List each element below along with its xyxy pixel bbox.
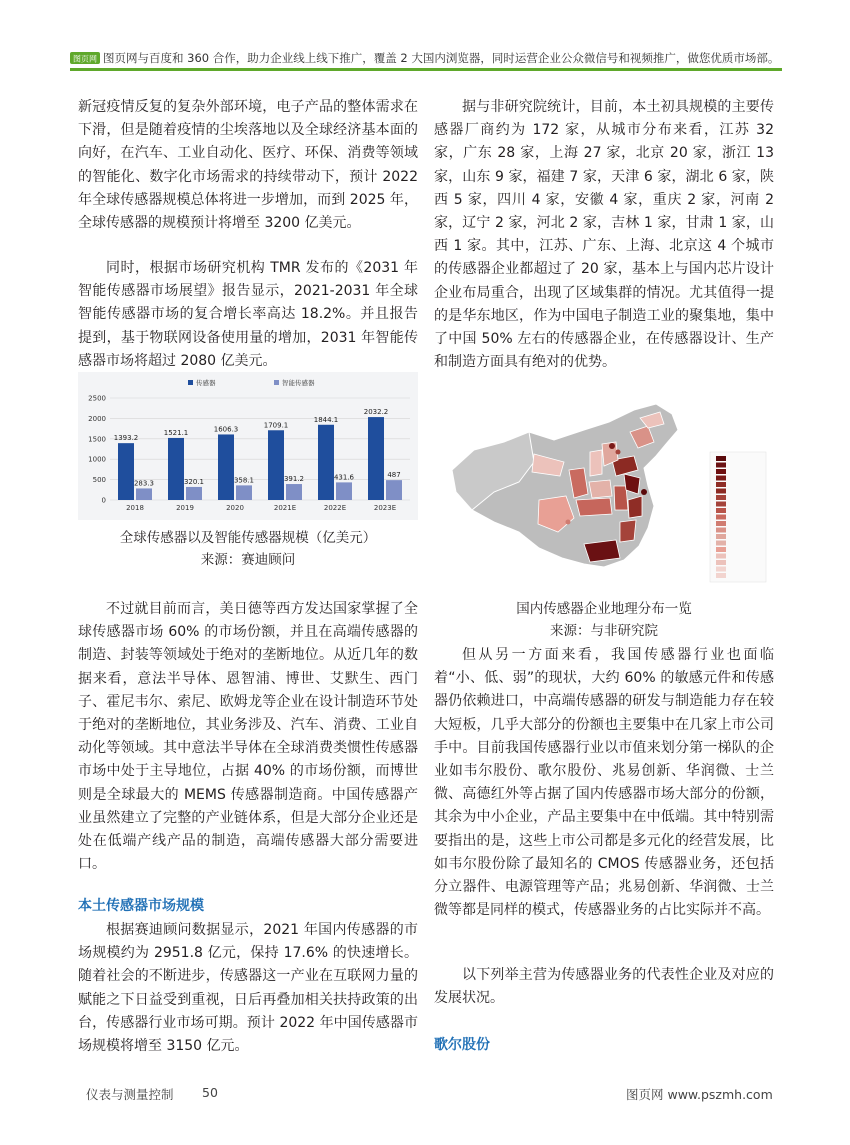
right-paragraph-1: 据与非研究院统计，目前，本土初具规模的主要传感器厂商约为 172 家，从城市分布来看，江苏 32 家，广东 28 家，上海 27 家，北京 20 家，浙江 13 家，山东 9 家，福建 7 家，天津 6 家，湖北 6 家，陕西 5 家，四川 4 家，安徽 4 家，重庆 2 家，河南 2 家，辽宁 2 家，河北 2 家，吉林 1 家，甘肃 1 家，山西 1 家。其中，江苏、广东、上海、北京这 4 个城市的传感器企业都超过了 20 家，基本上与国内芯片设计企业布局重合，出现了区域集群的情况。尤其值得一提的是华东地区，作为中国电子制造工业的聚集地，集中了中国 50% 左右的传感器企业，在传感器设计、生产和制造方面具有绝对的优势。 — [434, 99, 774, 371]
legend-label: 传感器 — [196, 379, 216, 387]
global-sensor-bar-chart — [78, 372, 418, 520]
x-tick-label: 2018 — [126, 504, 144, 512]
bar-smart-sensor — [386, 480, 402, 500]
map-marker-beijing — [609, 443, 615, 449]
bar-sensor — [118, 443, 134, 500]
header-divider — [70, 68, 782, 71]
map-marker-shanghai — [641, 489, 647, 495]
bar-value-label: 1393.2 — [113, 434, 139, 443]
map-region-fujian — [620, 520, 636, 542]
chart-caption-source: 来源：赛迪顾问 — [200, 552, 296, 568]
left-paragraph-2: 同时，根据市场研究机构 TMR 发布的《2031 年智能传感器市场展望》报告显示，2021-2031 年全球智能传感器市场的复合增长率高达 18.2%。并且报告提到，基于物联网设备使用量的增加，2031 年智能传感器市场将超过 2080 亿美元。 — [78, 260, 418, 369]
bar-value-label: 320.1 — [183, 477, 205, 486]
y-tick-label: 0 — [101, 496, 106, 505]
bar-value-label: 283.3 — [133, 479, 155, 488]
logo-text: 图页网 — [73, 54, 97, 64]
legend-label: 智能传感器 — [282, 379, 315, 387]
x-tick-label: 2023E — [373, 504, 397, 512]
bar-value-label: 358.1 — [233, 476, 255, 485]
map-region-henan — [589, 480, 612, 498]
bar-smart-sensor — [286, 484, 302, 500]
x-tick-label: 2020 — [226, 504, 244, 512]
bar-value-label: 431.6 — [333, 473, 355, 482]
map-region-shanxi — [590, 450, 602, 476]
bar-value-label: 487 — [387, 471, 401, 480]
bar-smart-sensor — [336, 482, 352, 500]
map-caption-title: 国内传感器企业地理分布一览 — [516, 601, 692, 617]
chart-caption — [78, 527, 418, 571]
bar-value-label: 1521.1 — [163, 428, 189, 437]
footer-page-number: 50 — [202, 1085, 218, 1100]
map-region-guangdong — [584, 540, 620, 562]
bar-sensor — [318, 425, 334, 500]
left-paragraph-4: 根据赛迪顾问数据显示，2021 年国内传感器的市场规模约为 2951.8 亿元，保持 17.6% 的快速增长。随着社会的不断进步，传感器这一产业在互联网力量的赋能之下日益受到重视，日后再叠加相关扶持政策的出台，传感器行业市场可期。预计 2022 年中国传感器市场规模将增至 3150 亿元。 — [78, 922, 418, 1055]
bar-sensor — [368, 417, 384, 500]
map-legend — [710, 452, 766, 582]
bar-smart-sensor — [136, 488, 152, 500]
y-tick-label: 1500 — [88, 435, 106, 444]
x-tick-label: 2021E — [273, 504, 297, 512]
site-logo-icon — [70, 51, 100, 65]
bar-value-label: 1709.1 — [263, 421, 289, 430]
bar-sensor — [168, 438, 184, 500]
footer-website: 图页网 www.pszmh.com — [626, 1087, 773, 1102]
bar-sensor — [218, 434, 234, 500]
map-caption — [434, 598, 774, 642]
chart-caption-title: 全球传感器以及智能传感器规模（亿美元） — [119, 530, 377, 546]
bar-smart-sensor — [186, 487, 202, 500]
y-tick-label: 500 — [92, 476, 106, 485]
legend-swatch — [274, 380, 279, 385]
y-tick-label: 2500 — [88, 394, 106, 403]
map-region-hubei — [576, 498, 612, 516]
bar-value-label: 2032.2 — [363, 408, 389, 417]
right-paragraph-2: 但从另一方面来看，我国传感器行业也面临着“小、低、弱”的现状，大约 60% 的敏感元件和传感器仍依赖进口，中高端传感器的研发与制造能力存在较大短板，几乎大部分的份额也主要集中在几家上市公司手中。目前我国传感器行业以市值来划分第一梯队的企业如韦尔股份、歌尔股份、兆易创新、华润微、士兰微、高德红外等占据了国内传感器市场大部分的份额，其余为中小企业，产品主要集中在中低端。其中特别需要指出的是，这些上市公司都是多元化的经营发展，比如韦尔股份除了最知名的 CMOS 传感器业务，还包括分立器件、电源管理等产品；兆易创新、华润微、士兰微等都是同样的模式，传感器业务的占比实际并不高。 — [434, 647, 774, 919]
y-tick-label: 1000 — [88, 455, 106, 464]
left-paragraph-1: 新冠疫情反复的复杂外部环境，电子产品的整体需求在下滑，但是随着疫情的尘埃落地以及全球经济基本面的向好，在汽车、工业自动化、医疗、环保、消费等领域的智能化、数字化市场需求的持续带动下，预计 2022 年全球传感器规模总体将进一步增加，而到 2025 年，全球传感器的规模预计将增至 3200 亿美元。 — [78, 99, 418, 232]
left-paragraph-3: 不过就目前而言，美日德等西方发达国家掌握了全球传感器市场 60% 的市场份额，并且在高端传感器的制造、封装等领域处于绝对的垄断地位。从近几年的数据来看，意法半导体、恩智浦、博世、艾默生、西门子、霍尼韦尔、索尼、欧姆龙等企业在设计制造环节处于绝对的垄断地位，其业务涉及、汽车、消费、工业自动化等领域。其中意法半导体在全球消费类惯性传感器市场中处于主导地位，占据 40% 的市场份额，而博世则是全球最大的 MEMS 传感器制造商。中国传感器产业虽然建立了完整的产业链体系，但是大部分企业还是处在低端产线产品的制造，高端传感器大部分需要进口。 — [78, 601, 418, 873]
legend-swatch — [188, 380, 193, 385]
map-region-zhejiang — [628, 496, 642, 518]
bar-smart-sensor — [236, 485, 252, 500]
map-marker-chongqing — [566, 520, 571, 525]
section-heading-domestic: 本土传感器市场规模 — [78, 898, 204, 914]
header-banner — [70, 48, 782, 68]
map-marker-tianjin — [616, 450, 621, 455]
bar-value-label: 1606.3 — [213, 425, 239, 434]
bar-value-label: 1844.1 — [313, 415, 339, 424]
section-heading-goertek: 歌尔股份 — [434, 1037, 490, 1053]
banner-text: 图页网与百度和 360 合作，助力企业线上线下推广，覆盖 2 大国内浏览器，同时运营企业公众微信号和视频推广，做您优质市场部。 — [103, 51, 780, 65]
map-caption-source: 来源：与非研究院 — [550, 623, 658, 639]
bar-value-label: 391.2 — [283, 475, 305, 484]
right-paragraph-3: 以下列举主营为传感器业务的代表性企业及对应的发展状况。 — [434, 967, 774, 1007]
x-tick-label: 2019 — [176, 504, 194, 512]
china-sensor-distribution-map — [434, 382, 774, 592]
y-tick-label: 2000 — [88, 414, 106, 423]
bar-sensor — [268, 430, 284, 500]
footer-journal-name: 仪表与测量控制 — [86, 1087, 174, 1102]
x-tick-label: 2022E — [323, 504, 347, 512]
